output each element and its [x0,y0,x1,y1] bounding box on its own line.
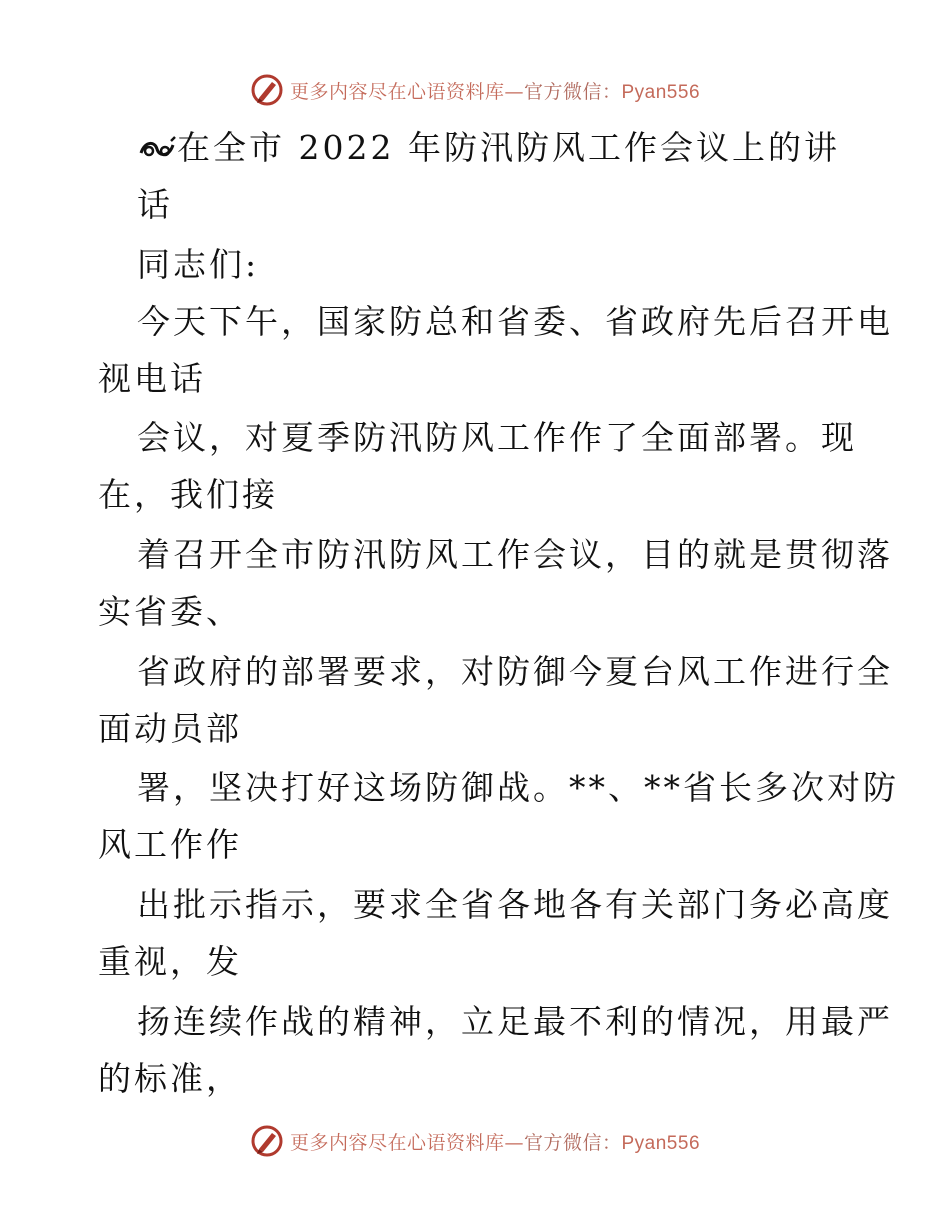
paragraph-line: 会议，对夏季防汛防风工作作了全面部署。现 [137,418,857,457]
paragraph-line: 风工作作 [98,825,242,864]
paragraph-line: 在，我们接 [98,475,278,514]
paragraph-line: 出批示指示，要求全省各地各有关部门务必高度 [137,885,893,924]
paragraph-line: 视电话 [98,359,206,398]
paragraph-line: 的标准， [98,1059,242,1098]
paragraph-line: 面动员部 [98,709,242,748]
banner-main-text: 更多内容尽在心语资料库 [289,1131,505,1154]
pen-logo-icon [250,1124,284,1158]
footer-banner [0,1121,950,1161]
title-line-1 [137,126,840,170]
paragraph-line: 今天下午，国家防总和省委、省政府先后召开电 [137,302,893,341]
decorative-flourish-icon [137,133,177,163]
paragraph-line: 着召开全市防汛防风工作会议，目的就是贯彻落 [137,535,893,574]
header-banner [0,70,950,110]
paragraph-line: 署，坚决打好这场防御战。**、**省长多次对防 [137,768,899,807]
banner-wechat-id: Pyan556 [621,81,701,103]
banner-main-text: 更多内容尽在心语资料库 [289,80,505,103]
banner-wechat-label: 官方微信： [523,80,622,103]
banner-text [290,77,700,104]
banner-dash: — [504,1131,524,1154]
pen-logo-icon [250,73,284,107]
banner-text [290,1128,700,1155]
paragraph-line: 实省委、 [98,592,242,631]
title-line-2: 话 [137,185,173,224]
banner-wechat-id: Pyan556 [621,1132,701,1154]
salutation: 同志们: [137,245,260,284]
banner-wechat-label: 官方微信： [523,1131,622,1154]
paragraph-line: 扬连续作战的精神，立足最不利的情况，用最严 [137,1002,893,1041]
banner-dash: — [504,80,524,103]
paragraph-line: 省政府的部署要求，对防御今夏台风工作进行全 [137,652,893,691]
paragraph-line: 重视，发 [98,942,242,981]
document-title: 在全市 2022 年防汛防风工作会议上的讲 [177,128,840,167]
